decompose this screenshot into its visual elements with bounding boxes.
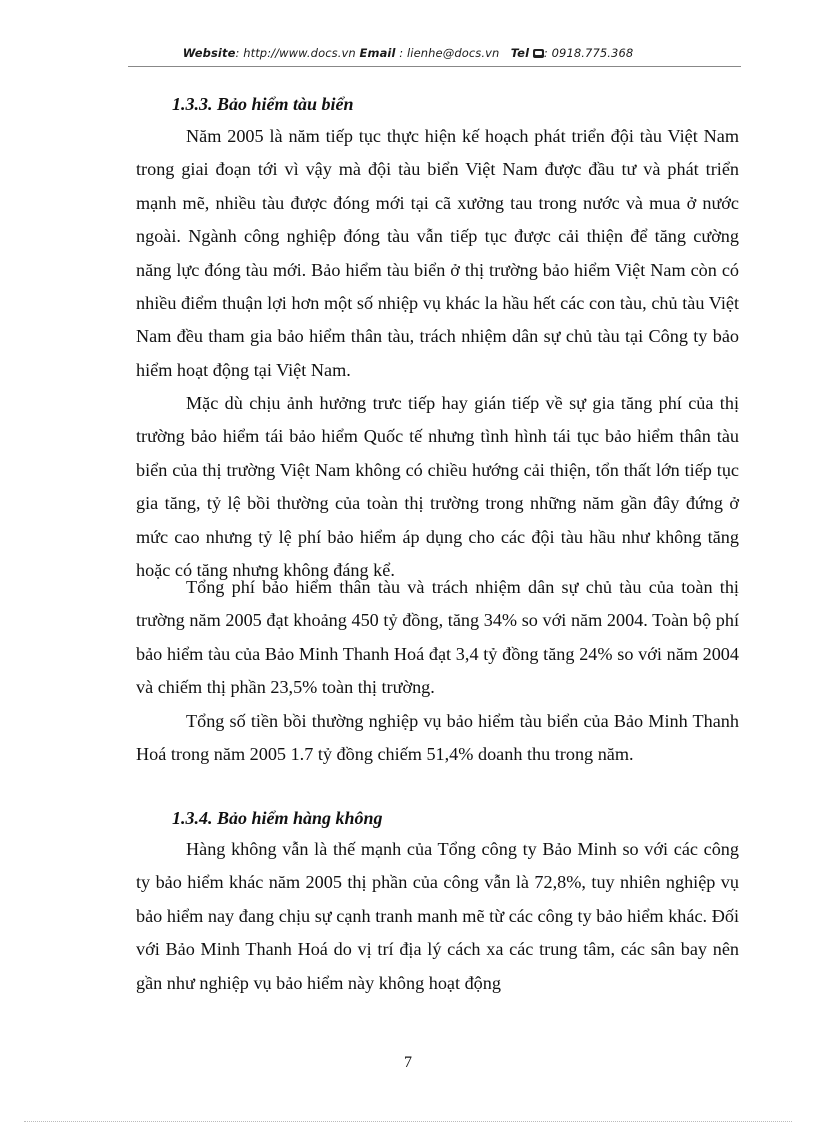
paragraph: Mặc dù chịu ảnh hưởng trưc tiếp hay gián tiếp về sự gia tăng phí của thị trường bảo hiểm tái bảo hiểm Quốc tế nhưng tình hình tái tục bảo hiểm thân tàu biển của thị trường Việt Nam không có chiều hướng cải thiện, tổn thất lớn tiếp tục gia tăng, tỷ lệ bồi thường của toàn thị trường trong những năm gần đây đứng ở mức cao nhưng tỷ lệ phí bảo hiểm áp dụng cho các đội tàu hầu như không tăng hoặc có tăng nhưng không đáng kể. (136, 393, 739, 581)
website-value: : http://www.docs.vn (235, 46, 356, 60)
paragraph: Năm 2005 là năm tiếp tục thực hiện kế hoạch phát triển đội tàu Việt Nam trong giai đoạn tới vì vậy mà đội tàu biển Việt Nam được đầu tư và phát triển mạnh mẽ, nhiều tàu được đóng mới tại cã xưởng tau trong nước và mua ở nước ngoài. Ngành công nghiệp đóng tàu vẫn tiếp tục được cải thiện để tăng cường năng lực đóng tàu mới. Bảo hiểm tàu biển ở thị trường bảo hiểm Việt Nam còn có nhiều điểm thuận lợi hơn một số nhiệp vụ khác la hầu hết các con tàu, chủ tàu Việt Nam đều tham gia bảo hiểm thân tàu, trách nhiệm dân sự chủ tàu tại Công ty bảo hiểm hoạt động tại Việt Nam. (136, 126, 739, 380)
section-heading-ship-insurance: 1.3.3. Bảo hiểm tàu biển (172, 94, 354, 114)
paragraph: Hàng không vẫn là thế mạnh của Tổng công ty Bảo Minh so với các công ty bảo hiểm khác năm 2005 thị phần của công vẫn là 72,8%, tuy nhiên nghiệp vụ bảo hiểm nay đang chịu sự cạnh tranh manh mẽ từ các công ty bảo hiểm khác. Đối với Bảo Minh Thanh Hoá do vị trí địa lý cách xa các trung tâm, các sân bay nên gần như nghiệp vụ bảo hiểm này không hoạt động (136, 839, 739, 993)
section-heading-aviation-insurance: 1.3.4. Bảo hiểm hàng không (172, 808, 383, 828)
page-header (0, 46, 816, 60)
page-number: 7 (404, 1054, 412, 1071)
paragraph: Tổng số tiền bồi thường nghiệp vụ bảo hiểm tàu biển của Bảo Minh Thanh Hoá trong năm 2005 1.7 tỷ đồng chiếm 51,4% doanh thu trong năm. (136, 711, 739, 765)
paragraph: Tổng phí bảo hiểm thân tàu và trách nhiệm dân sự chủ tàu của toàn thị trường năm 2005 đạt khoảng 450 tỷ đồng, tăng 34% so với năm 2004. Toàn bộ phí bảo hiểm tàu của Bảo Minh Thanh Hoá đạt 3,4 tỷ đồng tăng 24% so với năm 2004 và chiếm thị phần 23,5% toàn thị trường. (136, 577, 739, 698)
email-value: : lienhe@docs.vn (395, 46, 500, 60)
tel-label: Tel (510, 46, 530, 60)
email-label: Email (359, 46, 396, 60)
page-bottom-border (24, 1121, 792, 1122)
phone-icon (533, 49, 544, 58)
header-rule (128, 66, 741, 67)
tel-value: : 0918.775.368 (543, 46, 634, 60)
website-label: Website (182, 46, 236, 60)
